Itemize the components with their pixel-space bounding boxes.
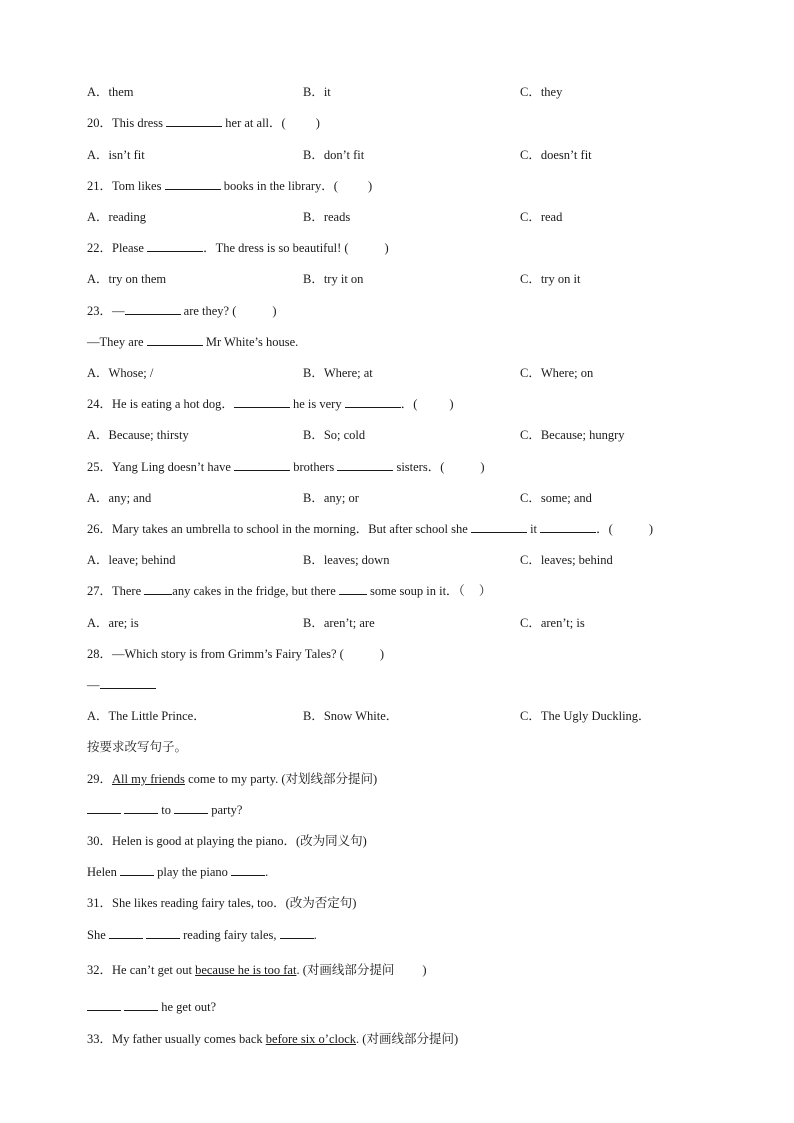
q27-text-post: some soup in it．（: [366, 584, 465, 598]
answer-blank[interactable]: [280, 927, 314, 939]
answer-blank[interactable]: [125, 303, 181, 315]
q22-option-a: A．try on them: [87, 272, 167, 286]
answer-blank[interactable]: [124, 802, 158, 814]
q23-option-a: A．Whose; /: [87, 366, 154, 380]
question-31: 31．She likes reading fairy tales, too．(改为否定句): [87, 896, 357, 910]
q27-paren-close: ）: [478, 584, 492, 598]
answer-blank[interactable]: [120, 864, 154, 876]
question-29-answer: [87, 802, 242, 818]
q29-underlined-part: All my friends: [112, 772, 185, 786]
q31-answer-mid: reading fairy tales,: [180, 928, 280, 942]
question-31-answer: [87, 927, 317, 943]
q32-answer-post: he get out?: [158, 1000, 217, 1014]
q22-text-post: ．The dress is so beautiful! (: [203, 241, 349, 255]
question-24: [87, 396, 454, 412]
answer-blank[interactable]: [165, 178, 221, 190]
question-28-reply: [87, 677, 156, 693]
q29-number: 29．: [87, 772, 113, 786]
q25-option-b: B．any; or: [303, 491, 359, 505]
q28-paren-close: ): [379, 647, 385, 661]
question-32-answer: [87, 999, 216, 1015]
q33-text-pre: 33．My father usually comes back: [87, 1032, 266, 1046]
q28-option-c: C．The Ugly Duckling．: [520, 709, 651, 723]
q33-text-rest: . (对画线部分提问): [356, 1032, 459, 1046]
answer-blank[interactable]: [339, 583, 367, 595]
q23-reply-pre: —They are: [87, 335, 147, 349]
q23-reply-post: Mr White’s house.: [202, 335, 299, 349]
q26-text-mid: it: [526, 522, 541, 536]
q21-option-a: A．reading: [87, 210, 147, 224]
q19-option-c: C．they: [520, 85, 563, 99]
answer-blank[interactable]: [231, 864, 265, 876]
q22-option-b: B．try it on: [303, 272, 364, 286]
q24-paren-close: ): [449, 397, 454, 411]
q25-option-c: C．some; and: [520, 491, 592, 505]
q25-paren-close: ): [480, 460, 485, 474]
q28-option-a: A．The Little Prince．: [87, 709, 206, 723]
q20-option-b: B．don’t fit: [303, 148, 365, 162]
q23-option-c: C．Where; on: [520, 366, 594, 380]
question-23: [87, 303, 277, 319]
answer-blank[interactable]: [100, 677, 156, 689]
answer-blank[interactable]: [540, 521, 596, 533]
question-21: [87, 178, 372, 194]
q30-answer-mid: play the piano: [153, 865, 232, 879]
q31-answer-post: .: [313, 928, 317, 942]
answer-blank[interactable]: [87, 802, 121, 814]
q27-text-pre: 27．There: [87, 584, 145, 598]
q33-underlined-part: before six o’clock: [265, 1032, 357, 1046]
q29-answer-party: party?: [208, 803, 243, 817]
q24-text-post: ．(: [400, 397, 418, 411]
answer-blank[interactable]: [174, 802, 208, 814]
question-23-reply: [87, 334, 298, 350]
answer-blank[interactable]: [166, 115, 222, 127]
q24-option-b: B．So; cold: [303, 428, 366, 442]
q30-answer-post: .: [265, 865, 269, 879]
q21-option-b: B．reads: [303, 210, 351, 224]
q29-text-rest: come to my party. (对划线部分提问): [184, 772, 378, 786]
q21-text-pre: 21．Tom likes: [87, 179, 165, 193]
question-20: [87, 115, 320, 131]
question-29: [87, 771, 377, 787]
q28-reply-dash: —: [87, 678, 100, 692]
q24-text-pre: 24．He is eating a hot dog．: [87, 397, 234, 411]
q23-paren-close: ): [272, 304, 277, 318]
answer-blank[interactable]: [109, 927, 143, 939]
q20-option-a: A．isn’t fit: [87, 148, 145, 162]
answer-blank[interactable]: [124, 999, 158, 1011]
q21-option-c: C．read: [520, 210, 563, 224]
q25-text-pre: 25．Yang Ling doesn’t have: [87, 460, 235, 474]
q20-paren-close: ): [315, 116, 320, 130]
question-27: [87, 583, 491, 599]
q22-paren-close: ): [384, 241, 389, 255]
q22-option-c: C．try on it: [520, 272, 581, 286]
q24-option-a: A．Because; thirsty: [87, 428, 189, 442]
q27-text-mid: any cakes in the fridge, but there: [172, 584, 339, 598]
q21-text-post: books in the library．(: [220, 179, 338, 193]
answer-blank[interactable]: [144, 583, 172, 595]
question-25: [87, 459, 485, 475]
q32-text-pre: 32．He can’t get out: [87, 963, 196, 977]
q26-text-post: ．(: [596, 522, 613, 536]
q25-text-mid: brothers: [290, 460, 338, 474]
q27-option-a: A．are; is: [87, 616, 139, 630]
q27-option-b: B．aren’t; are: [303, 616, 375, 630]
answer-blank[interactable]: [337, 459, 393, 471]
answer-blank[interactable]: [471, 521, 527, 533]
answer-blank[interactable]: [147, 334, 203, 346]
answer-blank[interactable]: [87, 999, 121, 1011]
q31-answer-pre: She: [87, 928, 109, 942]
q29-answer-to: to: [158, 803, 175, 817]
q23-text-pre: 23．—: [87, 304, 125, 318]
q22-text-pre: 22．Please: [87, 241, 148, 255]
q26-text-pre: 26．Mary takes an umbrella to school in the morning．But after school she: [87, 522, 471, 536]
q26-option-a: A．leave; behind: [87, 553, 176, 567]
q20-text-post: her at all．(: [222, 116, 286, 130]
answer-blank[interactable]: [234, 396, 290, 408]
q26-option-b: B．leaves; down: [303, 553, 390, 567]
q20-option-c: C．doesn’t fit: [520, 148, 592, 162]
q28-option-b: B．Snow White．: [303, 709, 399, 723]
q24-text-mid: he is very: [289, 397, 345, 411]
question-28: [87, 646, 384, 662]
q19-option-a: A．them: [87, 85, 134, 99]
q25-text-post: sisters．(: [393, 460, 445, 474]
answer-blank[interactable]: [345, 396, 401, 408]
answer-blank[interactable]: [146, 927, 180, 939]
q21-paren-close: ): [367, 179, 373, 193]
q25-option-a: A．any; and: [87, 491, 152, 505]
q30-answer-pre: Helen: [87, 865, 120, 879]
question-30: 30．Helen is good at playing the piano．(改为同义句): [87, 834, 367, 848]
question-22: [87, 240, 389, 256]
q26-option-c: C．leaves; behind: [520, 553, 613, 567]
q26-paren-close: ): [648, 522, 653, 536]
answer-blank[interactable]: [147, 240, 203, 252]
q20-text-pre: 20．This dress: [87, 116, 167, 130]
q32-paren-close: ): [422, 963, 427, 977]
question-26: [87, 521, 653, 537]
answer-blank[interactable]: [234, 459, 290, 471]
section-title: 按要求改写句子。: [87, 739, 188, 754]
q28-text: 28．—Which story is from Grimm’s Fairy Tales? (: [87, 647, 344, 661]
q32-underlined-part: because he is too fat: [195, 963, 297, 977]
q19-option-b: B．it: [303, 85, 331, 99]
q27-option-c: C．aren’t; is: [520, 616, 585, 630]
question-30-answer: [87, 864, 268, 880]
q24-option-c: C．Because; hungry: [520, 428, 625, 442]
q23-text-post: are they? (: [180, 304, 237, 318]
q23-option-b: B．Where; at: [303, 366, 373, 380]
question-33: [87, 1031, 458, 1047]
question-32: [87, 962, 427, 978]
q32-text-rest: . (对画线部分提问: [296, 963, 395, 977]
